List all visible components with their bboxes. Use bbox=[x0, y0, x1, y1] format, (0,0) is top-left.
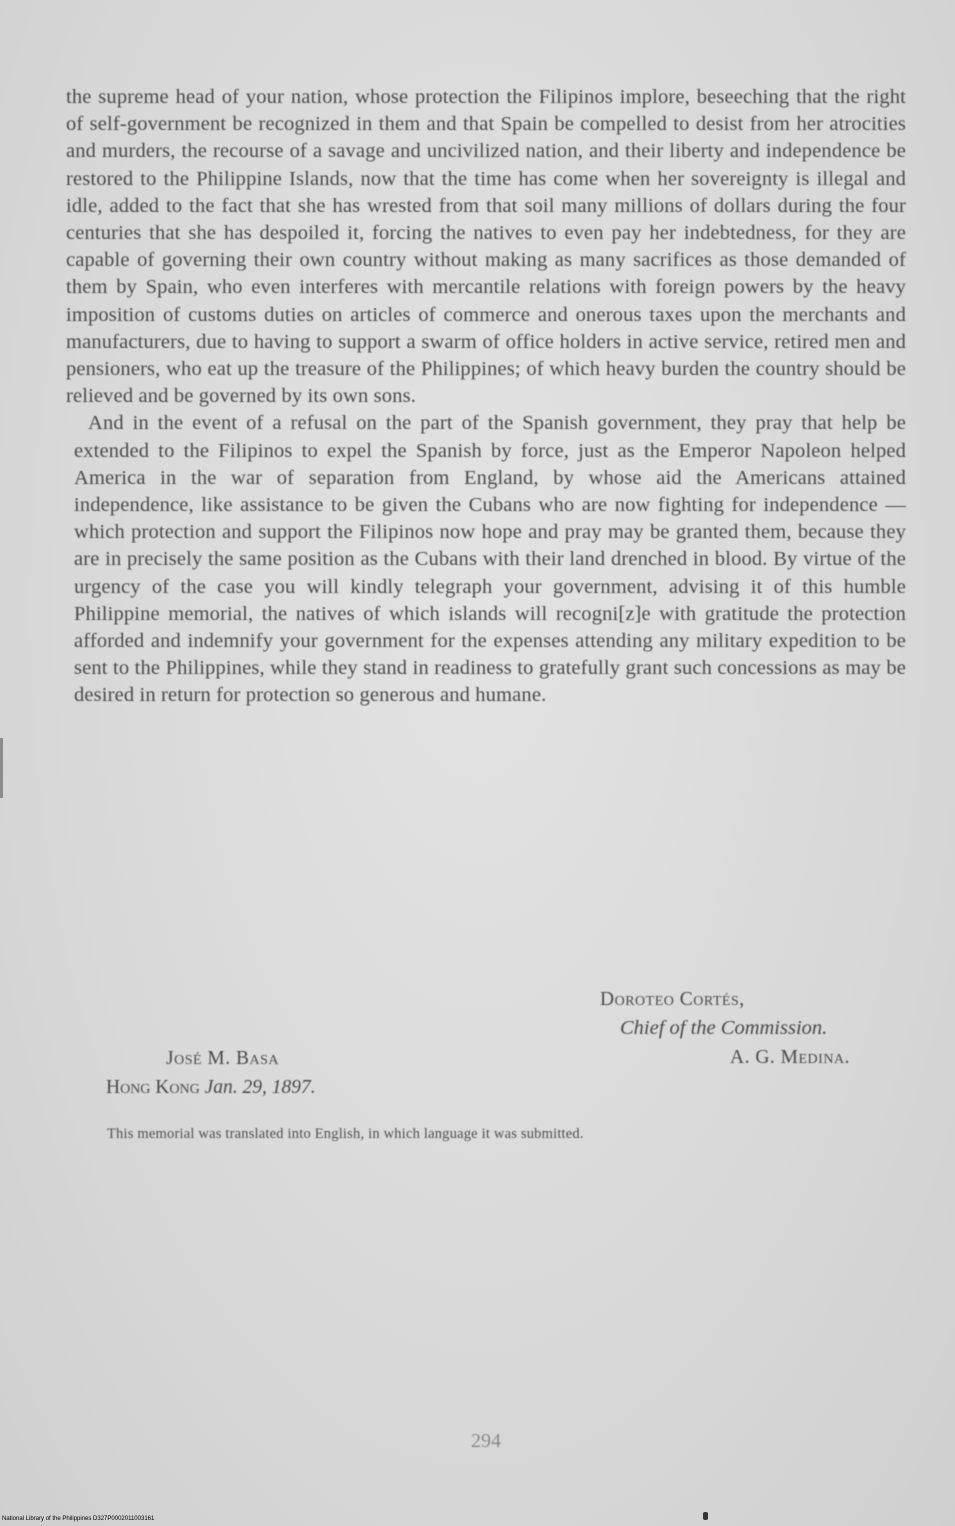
scan-edge-mark bbox=[0, 738, 3, 798]
signature-block-right bbox=[600, 985, 850, 1072]
date: Jan. 29, 1897. bbox=[204, 1077, 316, 1098]
paragraph-1: the supreme head of your nation, whose protection the Filipinos implore, beseeching that the right of self-government be recognized in them and that Spain be compelled to desist from her atrocities and murders, the recourse of a savage and uncivilized nation, and their liberty and independence be restored to the Philippine Islands, now that the time has come when her sovereignty is illegal and idle, added to the fact that she has wrested from that soil many millions of dollars during the four centuries that she has despoiled it, forcing the natives to even pay her indebtedness, for they are capable of governing their own country without making as many sacrifices as those demanded of them by Spain, who even interferes with mercantile relations with foreign powers by the heavy imposition of customs duties on articles of commerce and onerous taxes upon the merchants and manufacturers, due to having to support a swarm of office holders in active service, retired men and pensioners, who eat up the treasure of the Philippines; of which heavy burden the country should be relieved and be governed by its own sons. bbox=[66, 86, 906, 408]
place-date-line bbox=[106, 1073, 316, 1102]
paragraph-2: And in the event of a refusal on the part of the Spanish government, they pray that help be extended to the Filipinos to expel the Spanish by force, just as the Emperor Napoleon helped America in the war of separation from England, by whose aid the Americans attained independence, like assistance to be given the Cubans who are now fighting for independence — which protection and support the Filipinos now hope and pray may be granted them, because they are in precisely the same position as the Cubans with their land drenched in blood. By virtue of the urgency of the case you will kindly telegraph your government, advising it of this humble Philippine memorial, the natives of which islands will recogni[z]e with gratitude the protection afforded and indemnify your government for the expenses attending any military expedition to be sent to the Philippines, while they stand in readiness to gratefully grant such concessions as may be desired in return for protection so generous and humane. bbox=[74, 412, 906, 707]
page-number: 294 bbox=[471, 1430, 501, 1452]
archive-label: National Library of the Philippines D327P0002011003161 bbox=[2, 1516, 155, 1522]
body-text bbox=[66, 84, 906, 710]
footnote: This memorial was translated into English, in which language it was submitted. bbox=[107, 1126, 584, 1142]
scan-speck bbox=[703, 1512, 708, 1520]
signature-block-left bbox=[106, 1044, 316, 1102]
signatory-cortes-title: Chief of the Commission. bbox=[620, 1017, 828, 1039]
signatory-cortes: Doroteo Cortés, bbox=[600, 989, 745, 1010]
signatory-medina: A. G. Medina. bbox=[730, 1047, 850, 1068]
signatory-basa: José M. Basa bbox=[166, 1048, 280, 1069]
place: Hong Kong bbox=[106, 1077, 200, 1098]
